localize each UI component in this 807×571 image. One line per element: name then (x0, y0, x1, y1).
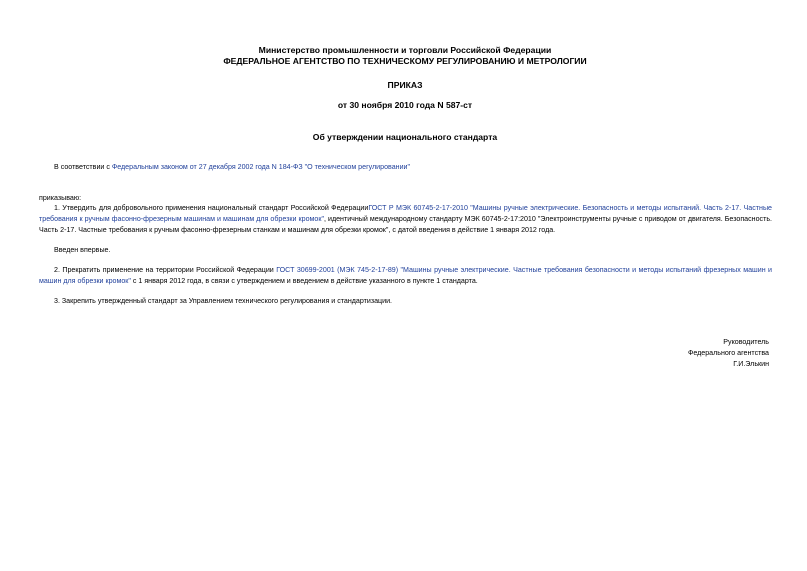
item-3-paragraph: 3. Закрепить утвержденный стандарт за Управлением технического регулирования и стандартизации. (54, 297, 393, 305)
introduced-note: Введен впервые. (54, 246, 111, 254)
agency-heading: ФЕДЕРАЛЬНОЕ АГЕНТСТВО ПО ТЕХНИЧЕСКОМУ РЕГУЛИРОВАНИЮ И МЕТРОЛОГИИ (223, 56, 587, 66)
signature-name: Г.И.Элькин (733, 360, 769, 368)
ministry-heading: Министерство промышленности и торговли Российской Федерации (258, 45, 552, 55)
item-1-prefix: 1. Утвердить для добровольного применения национальный стандарт Российской Федерации (54, 204, 369, 212)
signature-agency: Федерального агентства (687, 349, 769, 357)
item-2-prefix: 2. Прекратить применение на территории Российской Федерации (54, 266, 277, 274)
item-1-paragraph (39, 203, 772, 237)
item-2-suffix: с 1 января 2012 года, в связи с утверждением и введением в действие указанного в пункте 1 стандарта. (130, 277, 478, 286)
gost-30699-link[interactable]: ГОСТ 30699-2001 (МЭК 745-2-17-89) "Машины ручные электрические. Частные требования безопасности и методы испытаний фрезерных машин и машин для обрезки кромок" (39, 266, 773, 286)
document-type-heading: ПРИКАЗ (387, 80, 423, 90)
preamble-prefix: В соответствии с (54, 163, 112, 171)
subject-heading: Об утверждении национального стандарта (312, 132, 498, 142)
item-1-suffix: , идентичный международному стандарту МЭК 60745-2-17:2010 "Электроинструменты ручные с приводом от двигателя. Безопасность. Часть 2-17. Частные требования к ручным фасонно-фрезерным станкам и машинам для обрезки кромок", с датой введения в действие 1 января 2012 года. (39, 215, 772, 235)
gost-r-60745-link[interactable]: ГОСТ Р МЭК 60745-2-17-2010 "Машины ручные электрические. Безопасность и методы испытаний. Часть 2-17. Частные требования к ручным фасонно-фрезерным машинам и машинам для обрезки кромок" (39, 204, 772, 224)
date-number-heading: от 30 ноября 2010 года N 587-ст (337, 100, 473, 110)
federal-law-link[interactable]: Федеральным законом от 27 декабря 2002 года N 184-ФЗ "О техническом регулировании" (111, 163, 411, 171)
preamble-paragraph (39, 162, 772, 173)
item-2-paragraph (39, 265, 772, 287)
order-word: приказываю: (39, 194, 82, 202)
signature-title: Руководитель (723, 338, 769, 346)
